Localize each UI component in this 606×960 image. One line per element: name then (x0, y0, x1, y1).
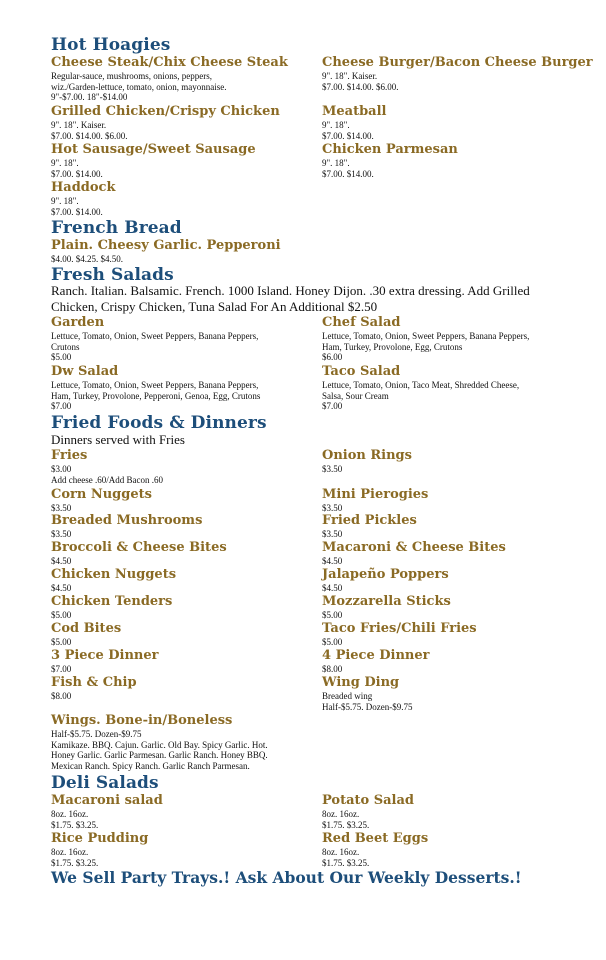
menu-item-mozzarella-sticks (322, 594, 592, 621)
item-details (51, 729, 321, 771)
item-details (51, 529, 321, 540)
menu-item-cod-bites (51, 621, 321, 648)
item-details (322, 556, 592, 567)
item-details (51, 847, 321, 868)
item-details (322, 610, 592, 621)
item-detail-line: $7.00. $14.00. $6.00. (322, 81, 399, 92)
item-detail-line: $5.00 (51, 610, 72, 620)
item-detail-line: 9". 18". (51, 196, 79, 206)
item-detail-line: $4.50 (51, 556, 72, 566)
item-title: Chef Salad (322, 315, 401, 330)
item-details (51, 664, 321, 675)
item-detail-line: $1.75. $3.25. (51, 857, 99, 868)
menu-item-cheese-burger (322, 55, 592, 92)
menu-item-hot-sausage (51, 142, 321, 179)
item-details (322, 120, 592, 141)
item-title: Mozzarella Sticks (322, 594, 451, 609)
menu-item-breaded-mushrooms (51, 513, 321, 540)
menu-item-taco-salad (322, 364, 592, 412)
item-detail-line: 9"-$7.00. 18"-$14.00 (51, 92, 128, 103)
item-detail-line: $3.00 (51, 464, 72, 474)
menu-item-mac-bites (322, 540, 592, 567)
item-details (322, 158, 592, 179)
menu-item-cheese-steak (51, 55, 321, 103)
section-deli-salads: Deli Salads (51, 773, 159, 793)
item-title: Fries (51, 448, 88, 463)
item-detail-line: $5.00 (322, 610, 343, 620)
menu-item-chef-salad (322, 315, 592, 363)
item-details (322, 847, 592, 868)
item-title: 4 Piece Dinner (322, 648, 430, 663)
item-title: Haddock (51, 180, 116, 195)
dinners-note: Dinners served with Fries (51, 432, 185, 447)
menu-item-macaroni-salad (51, 793, 321, 830)
menu-item-chicken-parmesan (322, 142, 592, 179)
item-detail-line: Salsa, Sour Cream (322, 390, 389, 401)
item-details (51, 331, 321, 363)
item-detail-line: $1.75. $3.25. (322, 819, 370, 830)
section-fresh-salads: Fresh Salads (51, 265, 174, 285)
item-detail-line: 8oz. 16oz. (322, 847, 360, 857)
menu-item-onion-rings (322, 448, 592, 475)
item-detail-line: Lettuce, Tomato, Onion, Sweet Peppers, Banana Peppers, (51, 331, 259, 341)
item-detail-line: 9". 18". Kaiser. (322, 71, 378, 81)
item-details (51, 556, 321, 567)
menu-item-four-piece (322, 648, 592, 675)
section-hot-hoagies: Hot Hoagies (51, 35, 171, 55)
item-title: Fish & Chip (51, 675, 137, 690)
item-detail-line: $7.00. $14.00. (51, 168, 103, 179)
item-details (322, 691, 592, 712)
item-detail-line: Honey Garlic. Garlic Parmesan. Garlic Ranch. Honey BBQ. (51, 750, 268, 761)
item-detail-line: $7.00. $14.00. (51, 206, 103, 217)
item-title: Red Beet Eggs (322, 831, 429, 846)
item-title: Garden (51, 315, 105, 330)
item-detail-line: $3.50 (322, 503, 343, 513)
menu-item-jalapeno-poppers (322, 567, 592, 594)
item-detail-line: Crutons (51, 341, 80, 352)
menu-item-corn-nuggets (51, 487, 321, 514)
item-details (322, 809, 592, 830)
item-detail-line: $5.00 (322, 637, 343, 647)
item-title: Plain. Cheesy Garlic. Pepperoni (51, 238, 281, 253)
item-details (51, 254, 321, 265)
item-title: Mini Pierogies (322, 487, 429, 502)
item-title: Grilled Chicken/Crispy Chicken (51, 104, 280, 119)
section-french-bread: French Bread (51, 218, 182, 238)
item-details (51, 464, 321, 485)
item-detail-line: Ham, Turkey, Provolone, Egg, Crutons (322, 341, 463, 352)
item-detail-line: $7.00. $14.00. $6.00. (51, 130, 128, 141)
footer-tagline: We Sell Party Trays.! Ask About Our Weekly Desserts.! (51, 868, 522, 887)
item-title: Broccoli & Cheese Bites (51, 540, 227, 555)
menu-item-rice-pudding (51, 831, 321, 868)
item-detail-line: Ham, Turkey, Provolone, Pepperoni, Genoa, Egg, Crutons (51, 390, 261, 401)
menu-item-fried-pickles (322, 513, 592, 540)
item-detail-line: wiz./Garden-lettuce, tomato, onion, mayonnaise. (51, 81, 227, 92)
item-detail-line: Add cheese .60/Add Bacon .60 (51, 474, 163, 485)
item-title: Potato Salad (322, 793, 414, 808)
menu-item-mini-pierogies (322, 487, 592, 514)
salad-dressings-note: Ranch. Italian. Balsamic. French. 1000 Island. Honey Dijon. .30 extra dressing. Add Grilled Chicken, Crispy Chicken, Tuna Salad For An Additional $2.50 (51, 283, 530, 314)
menu-item-red-beet-eggs (322, 831, 592, 868)
item-details (322, 583, 592, 594)
menu-item-chicken-tenders (51, 594, 321, 621)
item-details (322, 529, 592, 540)
item-detail-line: $7.00 (51, 401, 72, 412)
item-detail-line: Breaded wing (322, 691, 373, 701)
item-detail-line: $7.00 (51, 664, 72, 674)
item-details (322, 380, 592, 412)
item-detail-line: Lettuce, Tomato, Onion, Taco Meat, Shredded Cheese, (322, 380, 520, 390)
item-detail-line: $1.75. $3.25. (51, 819, 99, 830)
item-details (322, 637, 592, 648)
menu-item-broccoli-bites (51, 540, 321, 567)
item-title: Dw Salad (51, 364, 119, 379)
item-details (51, 380, 321, 412)
item-details (51, 196, 321, 217)
item-details (322, 664, 592, 675)
menu-item-garden (51, 315, 321, 363)
item-detail-line: 9". 18". (322, 158, 350, 168)
item-title: Wings. Bone-in/Boneless (51, 713, 233, 728)
item-detail-line: Lettuce, Tomato, Onion, Sweet Peppers, Banana Peppers, (51, 380, 259, 390)
item-details (51, 503, 321, 514)
item-detail-line: 9". 18". (51, 158, 79, 168)
item-details (51, 809, 321, 830)
item-detail-line: Regular-sauce, mushrooms, onions, peppers, (51, 71, 213, 81)
menu-item-dw-salad (51, 364, 321, 412)
item-detail-line: Half-$5.75. Dozen-$9.75 (322, 701, 413, 712)
menu-item-fish-chip (51, 675, 321, 702)
item-detail-line: $1.75. $3.25. (322, 857, 370, 868)
item-detail-line: $4.50 (322, 556, 343, 566)
item-detail-line: 9". 18". (322, 120, 350, 130)
item-detail-line: 9". 18". Kaiser. (51, 120, 107, 130)
item-detail-line: $5.00 (51, 352, 72, 363)
item-detail-line: $3.50 (322, 464, 343, 474)
item-details (51, 71, 321, 103)
item-detail-line: $4.50 (322, 583, 343, 593)
item-detail-line: $8.00 (322, 664, 343, 674)
item-title: Breaded Mushrooms (51, 513, 203, 528)
item-detail-line: $3.50 (51, 503, 72, 513)
item-details (322, 331, 592, 363)
item-detail-line: $5.00 (51, 637, 72, 647)
item-title: Fried Pickles (322, 513, 417, 528)
item-details (51, 637, 321, 648)
item-title: Chicken Tenders (51, 594, 173, 609)
item-details (51, 610, 321, 621)
item-detail-line: Kamikaze. BBQ. Cajun. Garlic. Old Bay. Spicy Garlic. Hot. (51, 739, 268, 750)
item-detail-line: 8oz. 16oz. (51, 809, 89, 819)
item-title: Chicken Nuggets (51, 567, 177, 582)
menu-item-three-piece (51, 648, 321, 675)
item-detail-line: Mexican Ranch. Spicy Ranch. Garlic Ranch Parmesan. (51, 760, 250, 771)
item-detail-line: $7.00 (322, 401, 343, 412)
item-detail-line: $7.00. $14.00. (322, 130, 374, 141)
item-title: Cheese Steak/Chix Cheese Steak (51, 55, 288, 70)
item-detail-line: Half-$5.75. Dozen-$9.75 (51, 729, 142, 739)
item-details (322, 71, 592, 92)
item-detail-line: $4.50 (51, 583, 72, 593)
menu-item-haddock (51, 180, 321, 217)
item-details (51, 120, 321, 141)
item-detail-line: $3.50 (322, 529, 343, 539)
item-title: Taco Salad (322, 364, 401, 379)
item-detail-line: $7.00. $14.00. (322, 168, 374, 179)
item-title: Taco Fries/Chili Fries (322, 621, 477, 636)
menu-item-wings (51, 713, 321, 771)
item-details (51, 158, 321, 179)
item-details (322, 464, 592, 475)
section-fried-foods: Fried Foods & Dinners (51, 413, 267, 433)
item-title: Hot Sausage/Sweet Sausage (51, 142, 256, 157)
item-title: Rice Pudding (51, 831, 149, 846)
menu-item-chicken-nuggets (51, 567, 321, 594)
menu-item-french-bread (51, 238, 321, 265)
item-title: Wing Ding (322, 675, 400, 690)
menu-item-potato-salad (322, 793, 592, 830)
item-title: Onion Rings (322, 448, 412, 463)
item-title: Macaroni & Cheese Bites (322, 540, 506, 555)
item-details (51, 691, 321, 702)
menu-item-taco-fries (322, 621, 592, 648)
menu-item-wing-ding (322, 675, 592, 712)
item-detail-line: $8.00 (51, 691, 72, 701)
item-title: Chicken Parmesan (322, 142, 458, 157)
menu-item-meatball (322, 104, 592, 141)
item-details (51, 583, 321, 594)
item-detail-line: 8oz. 16oz. (322, 809, 360, 819)
item-title: Corn Nuggets (51, 487, 152, 502)
item-detail-line: Lettuce, Tomato, Onion, Sweet Peppers, Banana Peppers, (322, 331, 530, 341)
item-detail-line: $6.00 (322, 352, 343, 363)
item-detail-line: $3.50 (51, 529, 72, 539)
item-detail-line: $4.00. $4.25. $4.50. (51, 254, 123, 264)
item-title: Jalapeño Poppers (322, 567, 449, 582)
item-title: Cod Bites (51, 621, 122, 636)
menu-item-grilled-chicken (51, 104, 321, 141)
menu-item-fries (51, 448, 321, 485)
item-detail-line: 8oz. 16oz. (51, 847, 89, 857)
item-details (322, 503, 592, 514)
item-title: Macaroni salad (51, 793, 163, 808)
item-title: Meatball (322, 104, 387, 119)
item-title: 3 Piece Dinner (51, 648, 159, 663)
item-title: Cheese Burger/Bacon Cheese Burger (322, 55, 593, 70)
